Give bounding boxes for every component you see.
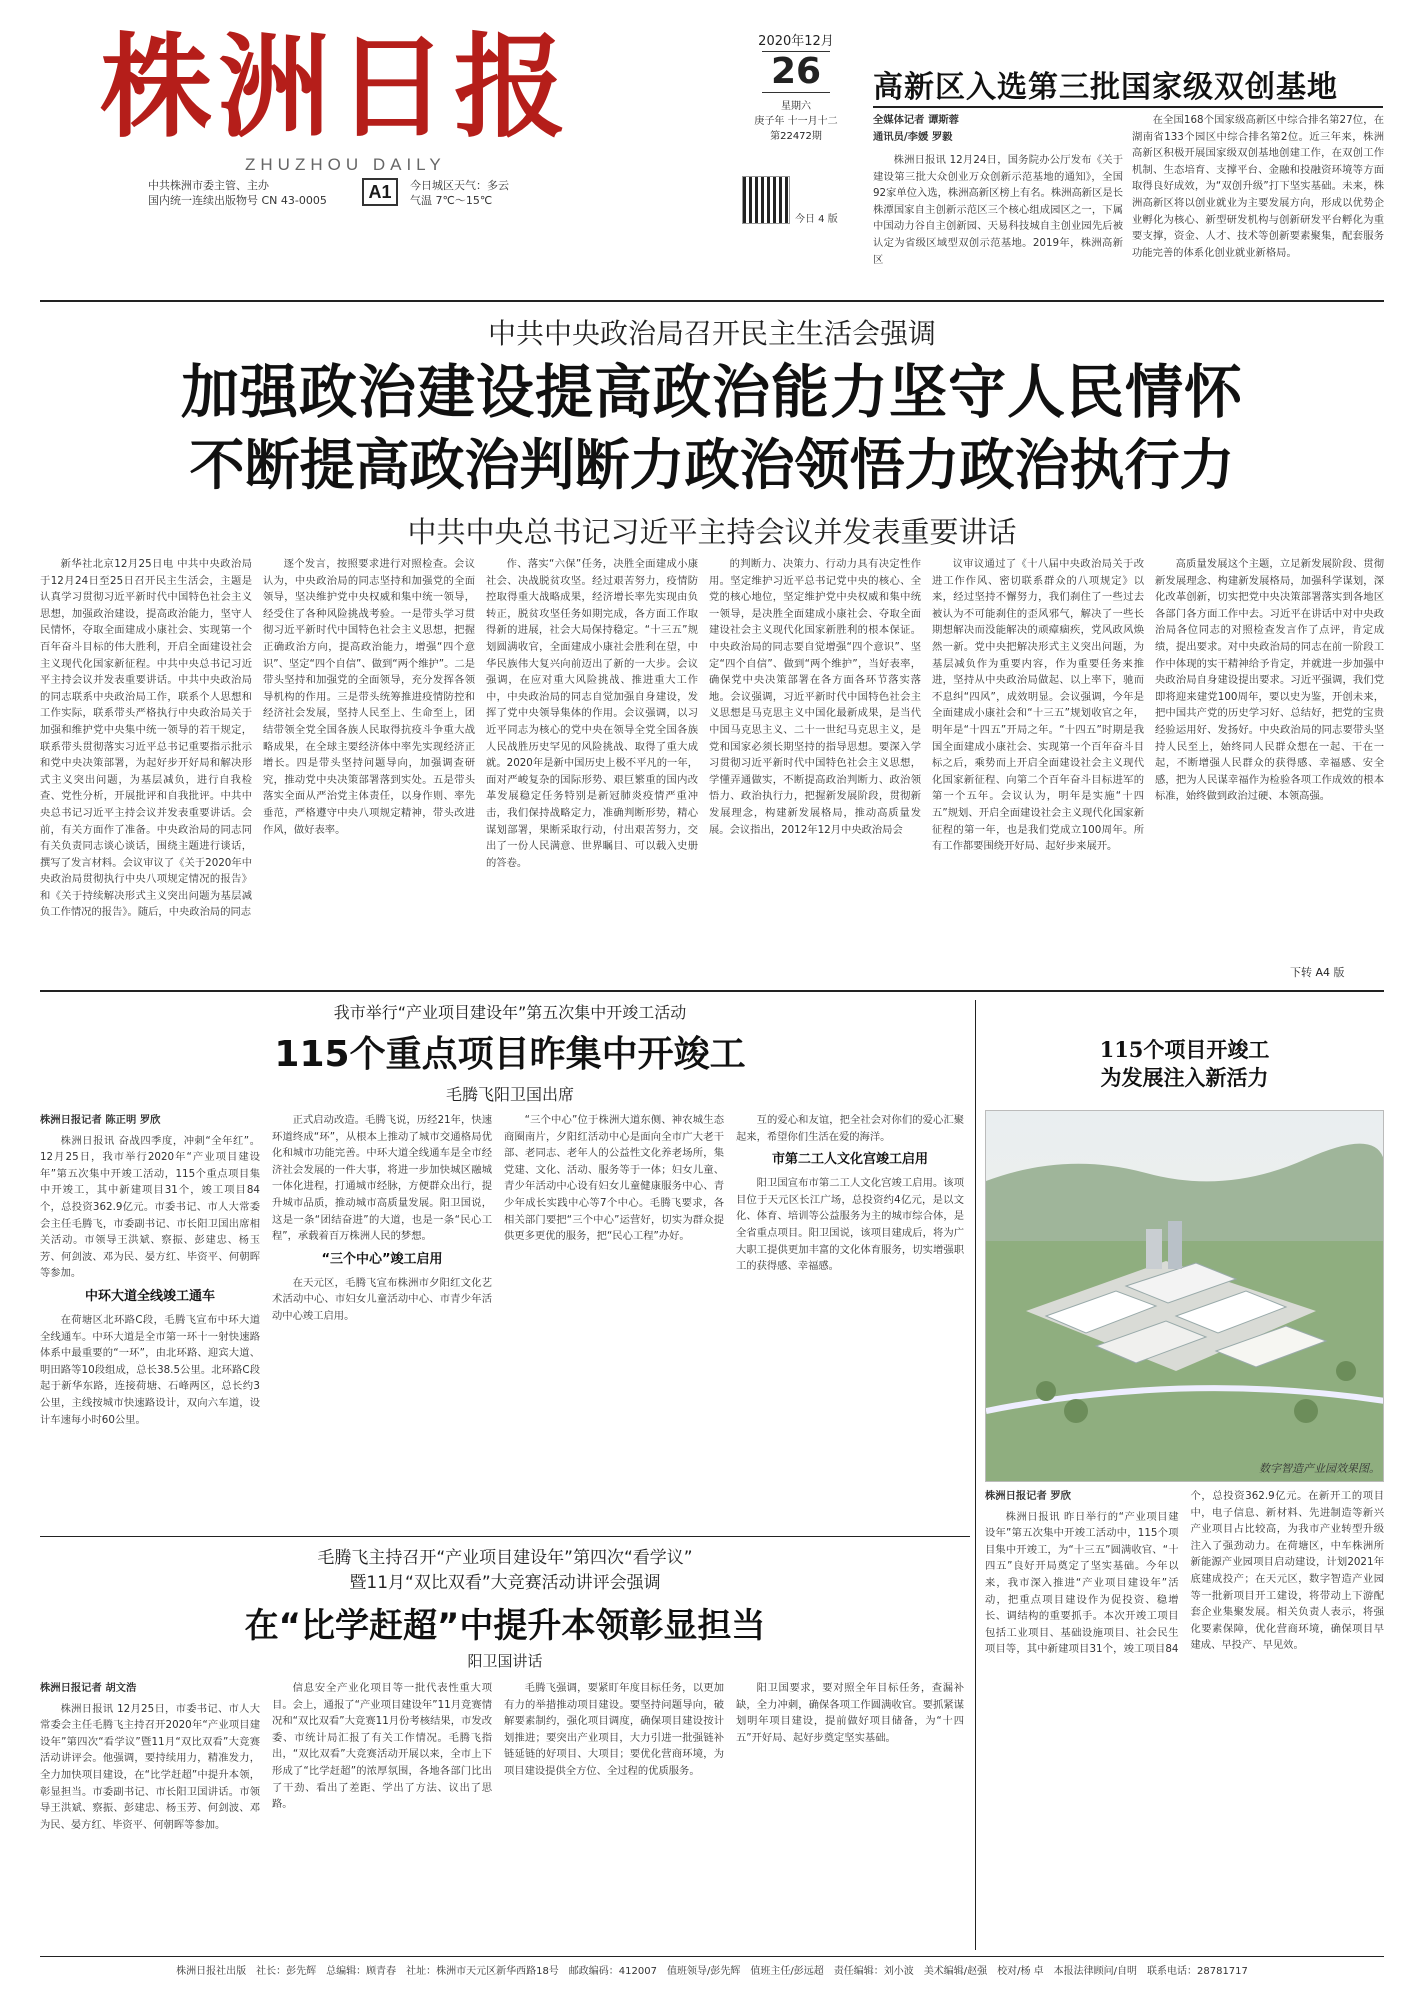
lead-col-6 xyxy=(1155,556,1384,960)
teaser-byline-correspondent: 通讯员/李媛 罗毅 xyxy=(873,130,953,143)
lead-col-2 xyxy=(263,556,475,980)
story3-kicker xyxy=(40,1546,970,1596)
teaser-text-1: 株洲日报讯 12月24日，国务院办公厅发布《关于建设第三批大众创业万众创新示范基地的通知》，全国92家单位入选，株洲高新区榜上有名。株洲高新区是长株潭国家自主创新示范区三个核心组成园区之一，下属中国动力谷自主创新园、天易科技城自主创业园先后被认定为省级区域型双创示范基地。2019年，株洲高新区 xyxy=(873,154,1123,266)
pages-count: 今日 4 版 xyxy=(795,214,838,225)
teaser-col-2 xyxy=(1132,112,1384,290)
lead-col-4 xyxy=(709,556,921,980)
weather-condition: 今日城区天气：多云 xyxy=(410,179,509,192)
photo-text: 株洲日报讯 昨日举行的“产业项目建设年”第五次集中开竣工活动中，115个项目集中开竣工，为“十三五”圆满收官、“十四五”良好开局奠定了坚实基础。今年以来，我市深入推进“产业项目建设年”活动，把重点项目建设作为促投资、稳增长、调结构的重要抓手。本次开竣工项目包括工业项目、基础设施项目、社会民生项目等，其中新建项目31个，竣工项目84个，总投资362.9亿元。在新开工的项目中，电子信息、新材料、先进制造等新兴产业项目占比较高，为我市产业转型升级注入了强劲动力。在荷塘区，中车株洲所新能源产业园项目启动建设，计划2021年底建成投产；在天元区，数字智造产业园等一批新项目开工建设，将带动上下游配套企业集聚发展。相关负责人表示，将强化要素保障，优化营商环境，确保项目早建成、早投产、早见效。 xyxy=(985,1490,1384,1656)
story3-text-3: 毛腾飞强调，要紧盯年度目标任务，以更加有力的举措推动项目建设。要坚持问题导向，破解要素制约，强化项目调度，确保项目建设按计划推进；要突出产业项目，大力引进一批强链补链延链的好项目、大项目；要优化营商环境，为项目建设提供全方位、全过程的优质服务。 xyxy=(504,1682,724,1777)
story2-attendees: 毛腾飞阳卫国出席 xyxy=(445,1085,574,1104)
teaser-text-2: 在全国168个国家级高新区中综合排名第27位，在湖南省133个园区中综合排名第2位。近三年来，株洲高新区积极开展国家级双创基地创建工作，在双创工作机制、生态培育、支撑平台、金融和投融资环境等方面取得良好成效，为“双创升级”打下坚实基础。未来，株洲高新区将以创业就业为主要发展方向，形成以优势企业孵化为核心、新型研发机构与创新研发平台孵化为重要支撑，资金、人才、技术等创新要素聚集，配套服务功能完善的体系化创业就业新格局。 xyxy=(1132,114,1384,259)
qr-code-icon xyxy=(742,176,790,224)
lead-text-1: 新华社北京12月25日电 中共中央政治局于12月24日至25日召开民主生活会，主题是认真学习贯彻习近平新时代中国特色社会主义思想，加强政治建设，提高政治能力，坚守人民情怀，夺取全面建成小康社会、实现第一个百年奋斗目标的伟大胜利，开启全面建设社会主义现代化国家新征程。中共中央总书记习近平主持会议并发表重要讲话。中共中央政治局的同志联系中央政治局工作，联系个人思想和工作实际，联系带头严格执行中央政治局关于加强和维护党中央集中统一领导的若干规定，联系带头贯彻落实习近平总书记重要指示批示和党中央决策部署，为起好步开好局和解决形式主义突出问题，为基层减负，进行自我检查、党性分析，开展批评和自我批评。中共中央总书记习近平主持会议并发表重要讲话。会前，有关方面作了准备。中央政治局的同志同有关负责同志谈心谈话，围绕主题进行谈话，撰写了发言材料。会议审议了《关于2020年中央政治局贯彻执行中央八项规定情况的报告》和《关于持续解决形式主义突出问题为基层减负工作情况的报告》。随后，中央政治局的同志 xyxy=(40,558,252,919)
story2-subhead-1: 中环大道全线竣工通车 xyxy=(84,1288,215,1304)
story2-headline: 115个重点项目昨集中开竣工 xyxy=(274,1034,746,1075)
lead-text-2: 逐个发言，按照要求进行对照检查。会议认为，中央政治局的同志坚持和加强党的全面领导，坚决维护党中央权威和集中统一领导，经受住了各种风险挑战考验。一是带头学习贯彻习近平新时代中国特色社会主义思想，把握正确政治方向，提高政治能力，增强“四个意识”、坚定“四个自信”、做到“两个维护”。二是带头坚持和加强党的全面领导，充分发挥各领导机构的作用。三是带头统筹推进疫情防控和经济社会发展，坚持人民至上、生命至上，团结带领全党全国各族人民取得抗疫斗争重大战略成果，在全球主要经济体中率先实现经济正增长。四是带头坚持问题导向，加强调查研究，推动党中央决策部署落到实处。五是带头落实全面从严治党主体责任，以身作则、率先垂范，严格遵守中央八项规定精神，带头改进作风，做好表率。 xyxy=(263,558,475,836)
story2-kicker: 我市举行“产业项目建设年”第五次集中开竣工活动 xyxy=(333,1003,687,1022)
photo-caption: 数字智造产业园效果图。 xyxy=(1259,1462,1380,1475)
story2-text-4: 互的爱心和友谊，把全社会对你们的爱心汇聚起来，希望你们生活在爱的海洋。 xyxy=(736,1114,964,1143)
story2-text-1: 株洲日报讯 奋战四季度，冲刺“全年红”。12月25日，我市举行2020年“产业项目建设年”第五次集中开竣工活动，115个重点项目集中开竣工，其中新建项目31个，竣工项目84个，总投资362.9亿元。市委书记、市人大常委会主任毛腾飞，市委副书记、市长阳卫国出席相关活动。市领导王洪斌、察振、彭建忠、杨玉芳、何剑波、邓为民、晏方红、毕资平、何朝晖等参加。 xyxy=(40,1134,260,1280)
story2-byline: 株洲日报记者 陈正明 罗欣 xyxy=(40,1114,161,1126)
weather-temperature: 气温 7℃～15℃ xyxy=(410,194,493,207)
aerial-rendering-illustration xyxy=(986,1111,1384,1482)
story3-text-4: 阳卫国要求，要对照全年目标任务，查漏补缺，全力冲刺，确保各项工作圆满收官。要抓紧谋划明年项目建设，提前做好项目储备，为“十四五”开好局、起好步奠定坚实基础。 xyxy=(736,1682,964,1744)
story3-col-3 xyxy=(504,1680,724,1948)
lead-col-3 xyxy=(486,556,698,980)
teaser-headline: 高新区入选第三批国家级双创基地 xyxy=(873,70,1338,105)
masthead-logo: 株洲日报 xyxy=(100,22,572,153)
lead-text-6: 高质量发展这个主题，立足新发展阶段、贯彻新发展理念、构建新发展格局，加强科学谋划，深化改革创新，切实把党中央决策部署落实到各地区各部门各方面工作中去。习近平在讲话中对中央政治局各位同志的对照检查发言作了点评，肯定成绩，提出要求。对中央政治局的同志在前一阶段工作中体现的实干精神给予肯定，并就进一步加强中央政治局自身建设提出要求。习近平强调，我们党即将迎来建党100周年，要以史为鉴，开创未来，把中国共产党的历史学习好、总结好，把党的宝贵经验运用好、发扬好。中央政治局的同志要带头坚持人民至上，始终同人民群众想在一起、干在一起，不断增强人民群众的获得感、幸福感、安全感，把为人民谋幸福作为检验各项工作成效的根本标准，始终做到政治过硬、本领高强。 xyxy=(1155,558,1384,803)
lead-headline-2: 不断提高政治判断力政治领悟力政治执行力 xyxy=(189,433,1235,497)
story3-col-2 xyxy=(272,1680,492,1948)
page-number: A1 xyxy=(362,178,398,206)
story2-col-4 xyxy=(736,1112,964,1530)
photo-headline xyxy=(985,1036,1384,1092)
story2-col-1 xyxy=(40,1112,260,1530)
story3-kicker-2: 暨11月“双比双看”大竞赛活动讲评会强调 xyxy=(349,1573,661,1593)
lead-text-3: 作、落实“六保”任务，决胜全面建成小康社会、决战脱贫攻坚。经过艰苦努力，疫情防控取得重大战略成果，经济增长率先实现由负转正，脱贫攻坚任务如期完成，各方面工作取得新的进展，社会大局保持稳定。“十三五”规划圆满收官，全面建成小康社会胜利在望，中华民族伟大复兴向前迈出了新的一大步。会议强调，在应对重大风险挑战、推进重大工作中，中央政治局的同志自觉加强自身建设，发挥了党中央领导集体的作用。会议强调，以习近平同志为核心的党中央在领导全党全国各族人民战胜历史罕见的风险挑战、取得了重大成就。2020年是新中国历史上极不平凡的一年，面对严峻复杂的国际形势、艰巨繁重的国内改革发展稳定任务特别是新冠肺炎疫情严重冲击，我们保持战略定力，准确判断形势，精心谋划部署，果断采取行动，付出艰苦努力，交出了一份人民满意、世界瞩目、可以载入史册的答卷。 xyxy=(486,558,698,869)
lead-text-5: 议审议通过了《十八届中央政治局关于改进工作作风、密切联系群众的八项规定》以来，经过坚持不懈努力，我们刹住了一些过去被认为不可能刹住的歪风邪气，解决了一些长期想解决而没能解决的顽瘴痼疾，党风政风焕然一新。党中央把解决形式主义突出问题，为基层减负作为重要内容，作为重要任务来推进，坚持从中央政治局做起、以上率下，驰而不息纠“四风”，成效明显。会议强调，今年是全面建成小康社会和“十三五”规划收官之年，明年是“十四五”开局之年。“十四五”时期是我国全面建成小康社会、实现第一个百年奋斗目标之后，乘势而上开启全面建设社会主义现代化国家新征程、向第二个百年奋斗目标进军的第一个五年。会议认为，明年是实施“十四五”规划、开启全面建设社会主义现代化国家新征程的第一年，也是我们党成立100周年。所有工作都要围绕开好局、起好步来展开。 xyxy=(932,558,1144,853)
story2-col-2 xyxy=(272,1112,492,1530)
story3-text-1: 株洲日报讯 12月25日，市委书记、市人大常委会主任毛腾飞主持召开2020年“产业项目建设年”第四次“看学议”暨11月“双比双看”大竞赛活动讲评会。他强调，要持续用力，精准发力，全力加快项目建设，在“比学赶超”中提升本领，彰显担当。市委副书记、市长阳卫国讲话。市领导王洪斌、察振、彭建忠、杨玉芳、何剑波、邓为民、晏方红、毕资平、何朝晖等参加。 xyxy=(40,1702,260,1831)
publisher-info xyxy=(148,178,327,208)
story2-text-3: “三个中心”位于株洲大道东侧、神农城生态商圈南片，夕阳红活动中心是面向全市广大老干部、老同志、老年人的公益性文化养老场所，集党建、文化、活动、服务等于一体；妇女儿童、青少年活动中心设有妇女儿童健康服务中心、青少年成长实践中心等7个中心。毛腾飞要求，各相关部门要把“三个中心”运营好，切实为群众提供更多更优的服务，把“民心工程”办好。 xyxy=(504,1114,724,1243)
story3-headline: 在“比学赶超”中提升本领彰显担当 xyxy=(244,1606,766,1646)
industrial-park-rendering xyxy=(985,1110,1384,1482)
story2-text-1b: 在荷塘区北环路C段，毛腾飞宣布中环大道全线通车。中环大道是全市第一环十一射快速路体系中最重要的“一环”，由北环路、迎宾大道、明田路等10段组成，总长38.5公里。北环路C段起于新华东路，连接荷塘、石峰两区，总长约3公里，主线按城市快速路设计，双向六车道，设计车速每小时60公里。 xyxy=(40,1313,260,1426)
lead-subhead: 中共中央总书记习近平主持会议并发表重要讲话 xyxy=(407,515,1017,549)
teaser-byline-reporter: 全媒体记者 谭斯蓉 xyxy=(873,114,959,126)
date-day: 26 xyxy=(762,51,830,93)
lead-col-5 xyxy=(932,556,1144,980)
story3-byline: 株洲日报记者 胡文浩 xyxy=(40,1682,137,1694)
photo-headline-1: 115个项目开竣工 xyxy=(1099,1037,1270,1062)
lead-continue-note: 下转 A4 版 xyxy=(1290,966,1345,979)
footer-imprint: 株洲日报社出版 社长：彭先辉 总编辑：顾青春 社址：株洲市天元区新华西路18号 邮政编码：412007 值班领导/彭先辉 值班主任/彭远超 责任编辑：刘小波 美术编辑/赵强 校对/杨 卓 本报法律顾问/自明 联系电话：28781717 xyxy=(176,1966,1248,1977)
issue-date xyxy=(742,30,850,142)
story2-text-2b: 在天元区，毛腾飞宣布株洲市夕阳红文化艺术活动中心、市妇女儿童活动中心、市青少年活动中心竣工启用。 xyxy=(272,1276,492,1322)
story2-subhead-4: 市第二工人文化宫竣工启用 xyxy=(771,1152,928,1168)
issn-line: 国内统一连续出版物号 CN 43-0005 xyxy=(148,194,327,207)
story3-attendees: 阳卫国讲话 xyxy=(467,1652,543,1670)
weekday: 星期六 xyxy=(781,101,811,112)
lead-text-4: 的判断力、决策力、行动力具有决定性作用。坚定维护习近平总书记党中央的核心、全党的核心地位，坚定维护党中央权威和集中统一领导，是决胜全面建成小康社会、夺取全面建设社会主义现代化国家新胜利的根本保证。中央政治局的同志要自觉增强“四个意识”、坚定“四个自信”、做到“两个维护”，当好表率，确保党中央决策部署在各方面各环节落实落地。会议强调，习近平新时代中国特色社会主义思想是马克思主义中国化最新成果，是当代中国马克思主义、二十一世纪马克思主义，是党和国家必须长期坚持的指导思想。要深入学习贯彻习近平新时代中国特色社会主义思想，学懂弄通做实，不断提高政治判断力、政治领悟力、政治执行力，把握新发展阶段，贯彻新发展理念，构建新发展格局，推动高质量发展。会议指出，2012年12月中央政治局会 xyxy=(709,558,921,836)
teaser-col-1 xyxy=(873,152,1123,290)
weather xyxy=(410,178,509,208)
lead-kicker: 中共中央政治局召开民主生活会强调 xyxy=(487,317,936,350)
photo-byline: 株洲日报记者 罗欣 xyxy=(985,1490,1071,1502)
issue-number: 第22472期 xyxy=(770,131,822,142)
story2-text-4b: 阳卫国宣布市第二工人文化宫竣工启用。该项目位于天元区长江广场，总投资约4亿元，是以文化、体育、培训等公益服务为主的城市综合体，是全省重点项目。阳卫国说，该项目建成后，将为广大职工提供更加丰富的文化体育服务，切实增强职工的获得感、幸福感。 xyxy=(736,1177,964,1273)
story3-kicker-1: 毛腾飞主持召开“产业项目建设年”第四次“看学议” xyxy=(317,1548,693,1568)
date-year-month: 2020年12月 xyxy=(758,34,834,49)
photo-headline-2: 为发展注入新活力 xyxy=(1100,1065,1269,1090)
masthead-english: ZHUZHOU DAILY xyxy=(245,155,446,174)
photo-story-body xyxy=(985,1488,1384,1948)
publisher-line: 中共株洲市委主管、主办 xyxy=(148,179,269,192)
story3-text-2: 信息安全产业化项目等一批代表性重大项目。会上，通报了“产业项目建设年”11月竞赛情况和“双比双看”大竞赛11月份考核结果，市发改委、市统计局汇报了有关工作情况。毛腾飞指出，“双比双看”大竞赛活动开展以来，全市上下形成了“比学赶超”的浓厚氛围，各地各部门比出了干劲、看出了差距、学出了方法、议出了思路。 xyxy=(272,1682,492,1811)
lunar-date: 庚子年 十一月十二 xyxy=(754,116,838,127)
story3-col-1 xyxy=(40,1680,260,1948)
story2-col-3 xyxy=(504,1112,724,1530)
lead-col-1 xyxy=(40,556,252,980)
story2-subhead-2: “三个中心”竣工启用 xyxy=(321,1251,443,1267)
story2-text-2: 正式启动改造。毛腾飞说，历经21年，快速环道终成“环”，从根本上推动了城市交通格局优化和城市功能完善。中环大道全线通车是全市经济社会发展的一件大事，将进一步加快城区融城一体化进程，打通城市经脉，方便群众出行，提升城市品质，推动城市高质量发展。阳卫国说，这是一条“团结奋进”的大道，也是一条“民心工程”，承载着百万株洲人民的梦想。 xyxy=(272,1114,492,1243)
story3-col-4 xyxy=(736,1680,964,1948)
lead-headline-1: 加强政治建设提高政治能力坚守人民情怀 xyxy=(180,358,1243,426)
